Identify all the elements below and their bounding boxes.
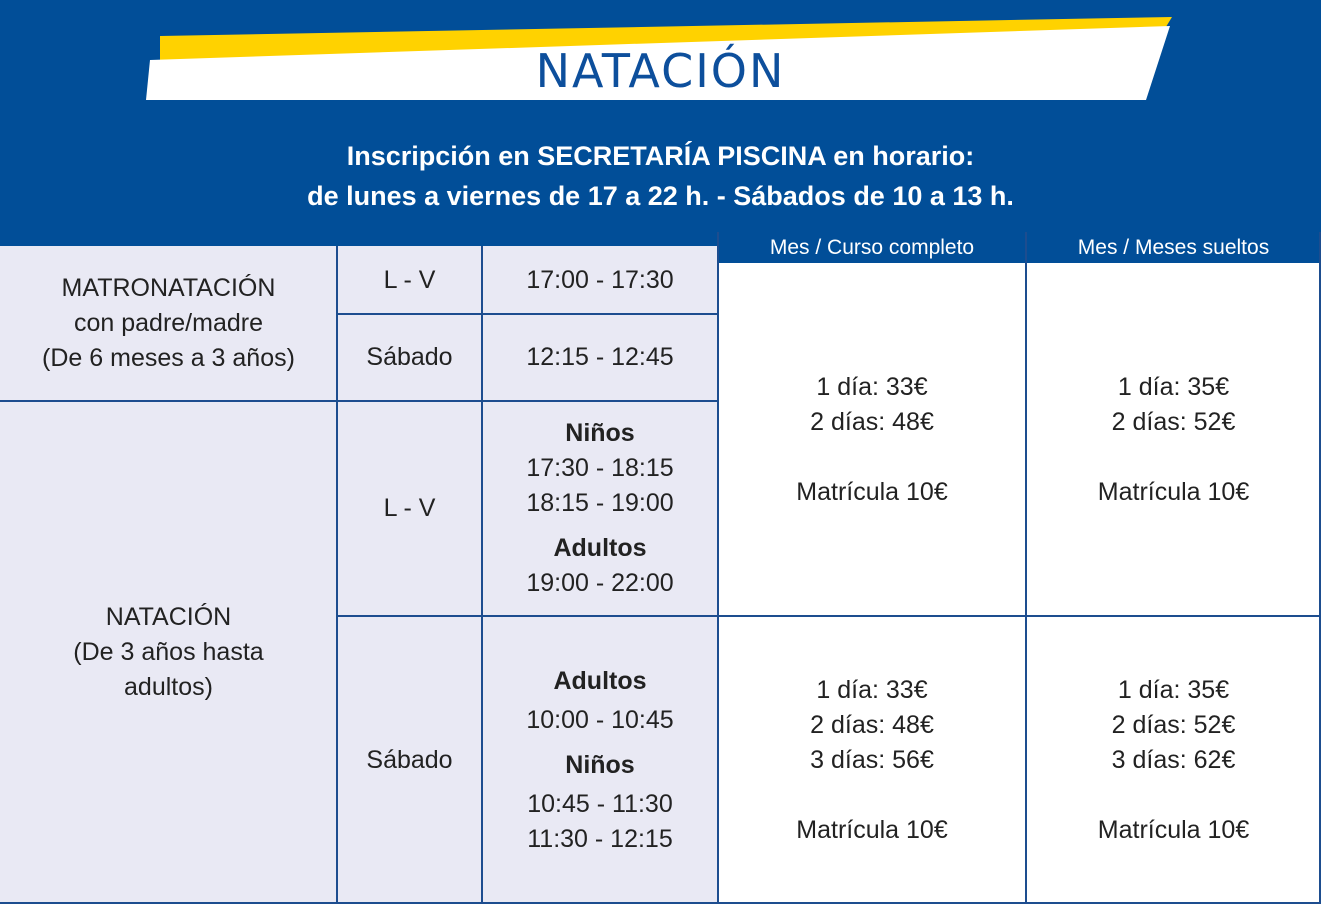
time-slot: 17:30 - 18:15 [526, 454, 674, 482]
kids-label: Niños [565, 750, 635, 779]
grid-line [0, 400, 718, 402]
natacion-lv-day: L - V [337, 401, 482, 616]
price-course-full-top [718, 263, 1026, 616]
price-line: 3 días: 62€ [1111, 745, 1236, 774]
enrollment-fee: Matrícula 10€ [1097, 477, 1250, 506]
price-line: 1 día: 33€ [816, 675, 928, 704]
enrollment-fee: Matrícula 10€ [796, 815, 948, 844]
group-subtitle: con padre/madre [73, 309, 263, 337]
adults-label: Adultos [553, 534, 647, 562]
group-age-range: (De 3 años hasta [73, 638, 264, 666]
matro-sat-time: 12:15 - 12:45 [482, 314, 718, 401]
natacion-lv-times [482, 401, 718, 616]
price-line: 1 día: 35€ [1117, 372, 1230, 401]
price-line: 2 días: 48€ [810, 710, 934, 739]
group-age-range-end: adultos) [124, 673, 213, 701]
time-slot: 11:30 - 12:15 [527, 824, 673, 853]
grid-line [1025, 232, 1027, 904]
registration-info: Inscripción en SECRETARÍA PISCINA en horario: [346, 141, 975, 171]
price-course-full-bottom [718, 616, 1026, 904]
page-title: NATACIÓN [535, 44, 786, 98]
price-line: 3 días: 56€ [810, 745, 934, 774]
grid-line [336, 246, 338, 904]
matronatacion-group [0, 246, 337, 401]
matro-lv-day: L - V [337, 246, 482, 314]
natacion-sat-times [482, 616, 718, 904]
header-banner [0, 0, 1321, 246]
natacion-sat-day: Sábado [337, 616, 482, 904]
natacion-group [0, 401, 337, 904]
time-slot: 18:15 - 19:00 [526, 489, 674, 517]
price-loose-months-bottom [1026, 616, 1321, 904]
adults-label: Adultos [553, 666, 647, 695]
time-slot: 19:00 - 22:00 [526, 569, 674, 597]
group-name: MATRONATACIÓN [61, 274, 276, 302]
enrollment-fee: Matrícula 10€ [1097, 815, 1250, 844]
time-slot: 10:00 - 10:45 [526, 705, 674, 734]
grid-line [337, 313, 718, 315]
enrollment-fee: Matrícula 10€ [796, 477, 948, 506]
column-header-loose-months: Mes / Meses sueltos [1026, 232, 1321, 263]
group-age-range: (De 6 meses a 3 años) [42, 344, 295, 372]
grid-line [337, 615, 1321, 617]
price-loose-months-top [1026, 263, 1321, 616]
matro-sat-day: Sábado [337, 314, 482, 401]
price-line: 2 días: 48€ [810, 407, 934, 436]
column-header-course-full: Mes / Curso completo [718, 232, 1026, 263]
price-line: 2 días: 52€ [1111, 710, 1236, 739]
grid-line [481, 246, 483, 904]
grid-line [717, 232, 719, 904]
matro-lv-time: 17:00 - 17:30 [482, 246, 718, 314]
price-line: 2 días: 52€ [1111, 407, 1236, 436]
schedule-info: de lunes a viernes de 17 a 22 h. - Sábados de 10 a 13 h. [307, 181, 1014, 211]
price-line: 1 día: 33€ [816, 372, 928, 401]
group-name: NATACIÓN [105, 603, 232, 631]
time-slot: 10:45 - 11:30 [527, 789, 673, 818]
kids-label: Niños [565, 419, 635, 447]
price-line: 1 día: 35€ [1117, 675, 1230, 704]
